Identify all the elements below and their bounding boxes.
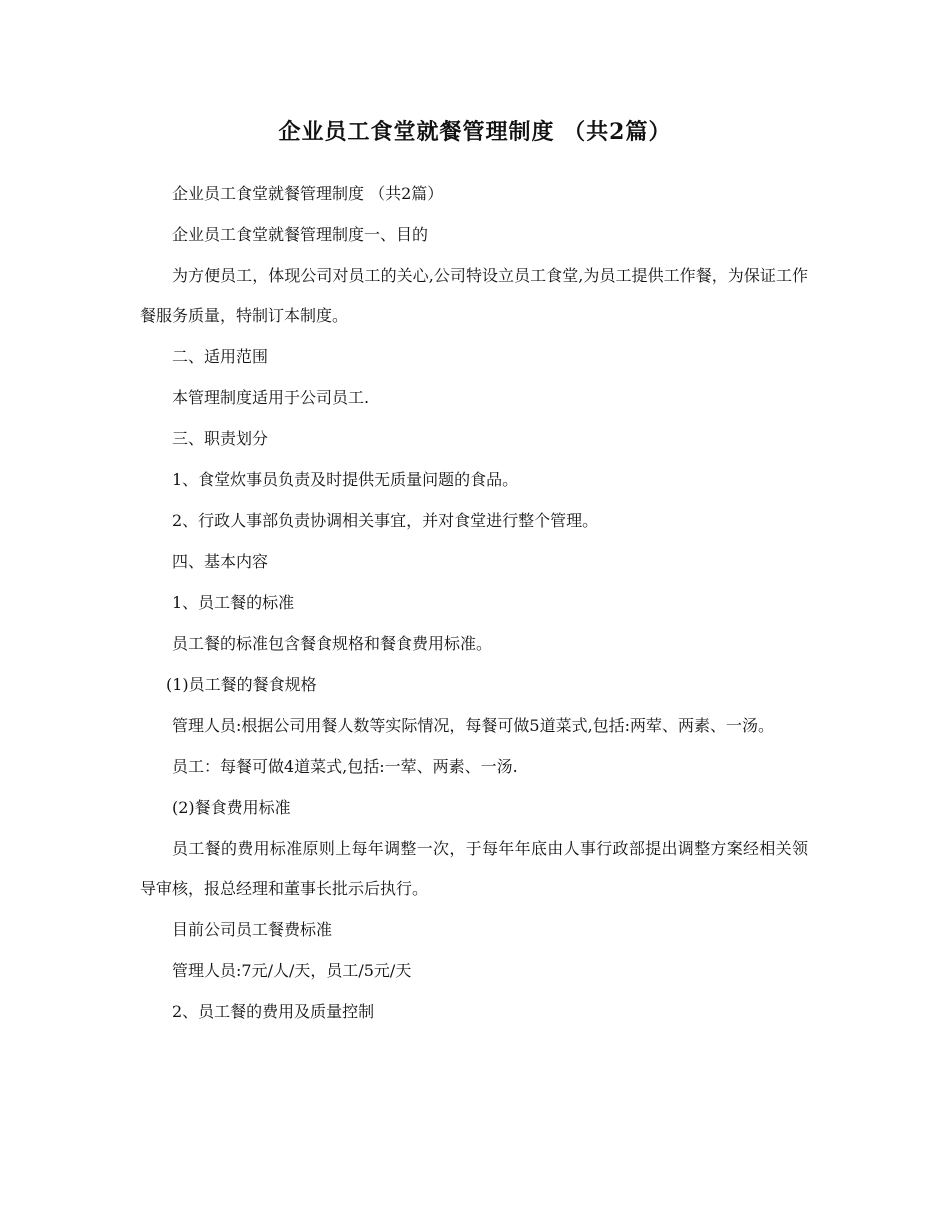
paragraph: 四、基本内容 <box>172 552 269 571</box>
paragraph: 员工：每餐可做4道菜式,包括:一荤、两素、一汤. <box>172 757 518 776</box>
paragraph: 本管理制度适用于公司员工. <box>172 388 370 407</box>
paragraph: 员工餐的费用标准原则上每年调整一次，于每年年底由人事行政部提出调整方案经相关领导审核，报总经理和董事长批示后执行。 <box>140 839 808 898</box>
paragraph: 2、行政人事部负责协调相关事宜，并对食堂进行整个管理。 <box>172 511 599 530</box>
paragraph: 二、适用范围 <box>172 347 269 366</box>
paragraph: 三、职责划分 <box>172 429 269 448</box>
paragraph: 2、员工餐的费用及质量控制 <box>172 1002 375 1021</box>
paragraph: 员工餐的标准包含餐食规格和餐食费用标准。 <box>172 634 493 653</box>
paragraph: (1)员工餐的餐食规格 <box>166 675 317 694</box>
paragraph: 管理人员:根据公司用餐人数等实际情况，每餐可做5道菜式,包括:两荤、两素、一汤。 <box>172 716 775 735</box>
paragraph: 企业员工食堂就餐管理制度一、目的 <box>172 225 429 244</box>
document-title: 企业员工食堂就餐管理制度 （共2篇） <box>278 119 672 145</box>
paragraph: 目前公司员工餐费标准 <box>172 920 333 939</box>
paragraph: 1、食堂炊事员负责及时提供无质量问题的食品。 <box>172 470 519 489</box>
paragraph: (2)餐食费用标准 <box>172 798 291 817</box>
paragraph: 为方便员工，体现公司对员工的关心,公司特设立员工食堂,为员工提供工作餐，为保证工作餐服务质量，特制订本制度。 <box>140 266 808 325</box>
paragraph: 管理人员:7元/人/天，员工/5元/天 <box>172 961 412 980</box>
paragraph: 1、员工餐的标准 <box>172 593 295 612</box>
document-body <box>140 184 808 1043</box>
paragraph: 企业员工食堂就餐管理制度 （共2篇） <box>172 184 444 203</box>
